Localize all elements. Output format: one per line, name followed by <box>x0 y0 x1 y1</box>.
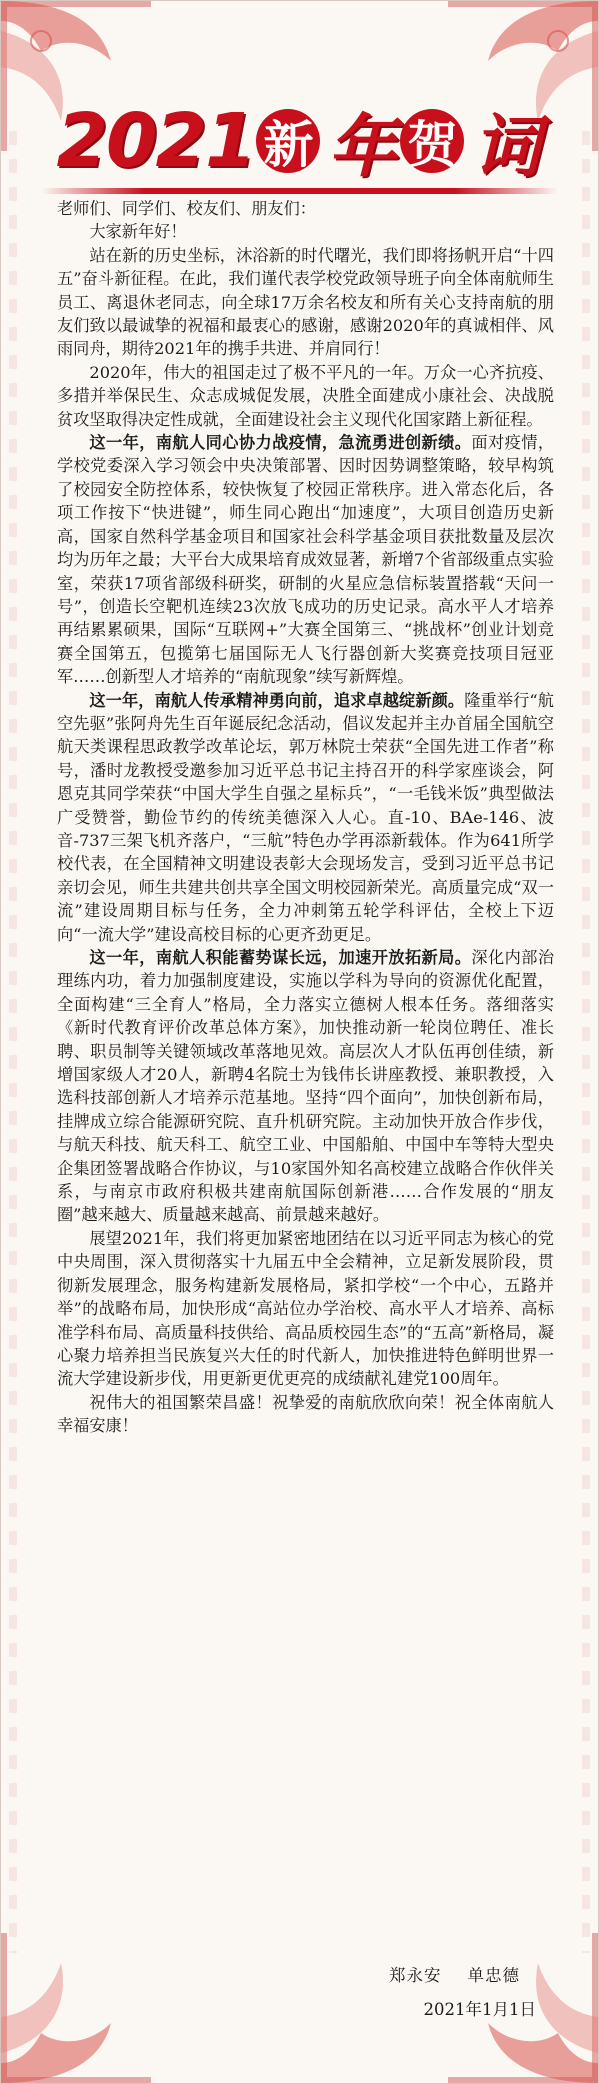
letter-date: 2021年1月1日 <box>423 2000 536 2019</box>
paragraph-3 <box>57 431 554 688</box>
letter-body <box>57 197 554 1438</box>
paragraph-3-text: 面对疫情，学校党委深入学习领会中央决策部署、因时因势调整策略，较早构筑了校园安全防控体系，较快恢复了校园正常秩序。进入常态化后，各项工作按下“快进键”，师生同心跑出“加速度”，大项目创造历史新高，国家自然科学基金项目和国家社会科学基金项目获批数量及层次均为历年之最；大平台大成果培育成效显著，新增7个省部级重点实验室，荣获17项省部级科研奖，研制的火星应急信标装置搭载“天问一号”，创造长空靶机连续23次放飞成功的历史记录。高水平人才培养再结累累硕果，国际“互联网+”大赛全国第三、“挑战杯”创业计划竞赛全国第五，包揽第七届国际无人飞行器创新大奖赛竞技项目冠亚军……创新型人才培养的“南航现象”续写新辉煌。 <box>57 433 555 687</box>
decorative-side-band <box>9 131 17 1953</box>
title-underline-swoosh <box>41 188 558 194</box>
card-title <box>1 86 598 196</box>
closing-wishes: 祝伟大的祖国繁荣昌盛！祝挚爱的南航欣欣向荣！祝全体南航人幸福安康！ <box>57 1392 554 1436</box>
paragraph-1: 站在新的历史坐标，沐浴新的时代曙光，我们即将扬帆开启“十四五”奋斗新征程。在此，我们谨代表学校党政领导班子向全体南航师生员工、离退休老同志，向全球17万余名校友和所有关心支持南航的朋友们致以最诚挚的祝福和最衷心的感谢，感谢2020年的真诚相伴、风雨同舟，期待2021年的携手共进、并肩同行！ <box>57 245 554 359</box>
paper-cut-corner-ornament <box>1 1933 151 2083</box>
paragraph-5-heading: 这一年，南航人积能蓄势谋长远，加速开放拓新局。 <box>89 948 472 967</box>
title-year: 2021 <box>56 98 255 184</box>
signatory-1: 郑永安 <box>389 1966 442 1985</box>
paragraph-4-text: 隆重举行“航空先驱”张阿舟先生百年诞辰纪念活动，倡议发起并主办首届全国航空航天类课程思政教学改革论坛，郭万林院士荣获“全国先进工作者”称号，潘时龙教授受邀参加习近平总书记主持召开的科学家座谈会，阿恩克其同学荣获“中国大学生自强之星标兵”，“一毛钱米饭”典型做法广受赞誉，勤俭节约的传统美德深入人心。直-10、BAe-146、波音-737三架飞机齐落户，“三航”特色办学再添新载体。作为641所学校代表，在全国精神文明建设表彰大会现场发言，受到习近平总书记亲切会见，师生共建共创共享全国文明校园新荣光。高质量完成“双一流”建设周期目标与任务，全力冲刺第五轮学科评估，全校上下迈向“一流大学”建设高校目标的心更齐劲更足。 <box>57 690 554 944</box>
salutation: 老师们、同学们、校友们、朋友们： <box>57 199 316 218</box>
paragraph-2: 2020年，伟大的祖国走过了极不平凡的一年。万众一心齐抗疫、多措并举保民生、众志成城促发展，决胜全面建成小康社会、决战脱贫攻坚取得决定性成就，全面建设社会主义现代化国家踏上新征程。 <box>57 362 554 429</box>
greeting-line: 大家新年好！ <box>89 222 187 242</box>
title-char-year: 年 <box>328 106 399 187</box>
title-char-words: 词 <box>472 106 543 187</box>
paragraph-4-heading: 这一年，南航人传承精神勇向前，追求卓越绽新颜。 <box>89 690 465 710</box>
paragraph-3-heading: 这一年，南航人同心协力战疫情，急流勇进创新绩。 <box>89 433 472 453</box>
paragraph-5-text: 深化内部治理练内功，着力加强制度建设，实施以学科为导向的资源优化配置，全面构建“三全育人”格局，全力落实立德树人根本任务。落细落实《新时代教育评价改革总体方案》，加快推动新一轮岗位聘任、准长聘、职员制等关键领域改革落地见效。高层次人才队伍再创佳绩，新增国家级人才20人，新聘4名院士为钱伟长讲座教授、兼职教授，入选科技部创新人才培养示范基地。坚持“四个面向”，加快创新布局，挂牌成立综合能源研究院、直升机研究院。主动加快开放合作步伐，与航天科技、航天科工、航空工业、中国船舶、中国中车等特大型央企集团签署战略合作协议，与10家国外知名高校建立战略合作伙伴关系，与南京市政府积极共建南航国际创新港……合作发展的“朋友圈”越来越大、质量越来越高、前景越来越好。 <box>57 948 555 1225</box>
signatory-2: 单忠德 <box>467 1966 520 1985</box>
title-char-greet: 贺 <box>400 109 464 173</box>
decorative-side-band <box>582 131 590 1953</box>
signature <box>389 1962 520 1986</box>
paragraph-4 <box>57 689 554 946</box>
title-char-new: 新 <box>256 109 320 173</box>
paragraph-6: 展望2021年，我们将更加紧密地团结在以习近平同志为核心的党中央周围，深入贯彻落实十九届五中全会精神，立足新发展阶段，贯彻新发展理念，服务构建新发展格局，紧扣学校“一个中心，五路并举”的战略布局，加快形成“高站位办学治校、高水平人才培养、高标准学科布局、高质量科技供给、高品质校园生态”的“五高”新格局，凝心聚力培养担当民族复兴大任的时代新人，加快推进特色鲜明世界一流大学建设新步伐，用更新更优更亮的成绩献礼建党100周年。 <box>57 1228 554 1389</box>
paragraph-5 <box>57 946 554 1227</box>
